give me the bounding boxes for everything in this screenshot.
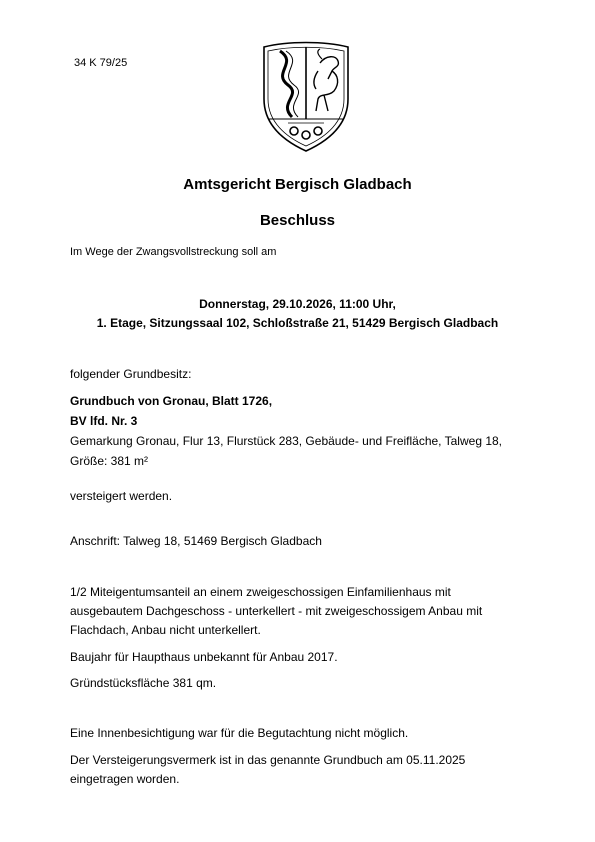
property-lead: folgender Grundbesitz: [70, 367, 192, 381]
intro-text: Im Wege der Zwangsvollstreckung soll am [70, 246, 277, 258]
description-line-2: ausgebautem Dachgeschoss - unterkellert - mit zweigeschossigem Anbau mit [70, 604, 483, 618]
court-name: Amtsgericht Bergisch Gladbach [183, 176, 412, 193]
land-register: Grundbuch von Gronau, Blatt 1726, [70, 394, 273, 408]
property-address: Anschrift: Talweg 18, 51469 Bergisch Gladbach [70, 534, 322, 548]
registry-note-line-1: Der Versteigerungsvermerk ist in das genannte Grundbuch am 05.11.2025 [70, 753, 466, 767]
construction-year: Baujahr für Haupthaus unbekannt für Anbau 2017. [70, 650, 338, 664]
property-size: Größe: 381 m² [70, 454, 149, 468]
parcel-details: Gemarkung Gronau, Flur 13, Flurstück 283, Gebäude- und Freifläche, Talweg 18, [70, 434, 503, 448]
case-number: 34 K 79/25 [74, 57, 128, 69]
description-line-3: Flachdach, Anbau nicht unterkellert. [70, 623, 261, 637]
bv-number: BV lfd. Nr. 3 [70, 414, 138, 428]
document-title: Beschluss [259, 212, 336, 229]
registry-note-line-2: eingetragen worden. [70, 772, 180, 786]
appointment-location: 1. Etage, Sitzungssaal 102, Schloßstraße 21, 51429 Bergisch Gladbach [96, 316, 499, 330]
plot-area: Gründstücksfläche 381 qm. [70, 676, 217, 690]
nrw-coat-of-arms-icon [258, 41, 354, 153]
auctioned-text: versteigert werden. [70, 489, 173, 503]
appointment-datetime: Donnerstag, 29.10.2026, 11:00 Uhr, [199, 297, 396, 311]
description-line-1: 1/2 Miteigentumsanteil an einem zweigeschossigen Einfamilienhaus mit [70, 585, 451, 599]
inspection-note: Eine Innenbesichtigung war für die Begutachtung nicht möglich. [70, 726, 409, 740]
